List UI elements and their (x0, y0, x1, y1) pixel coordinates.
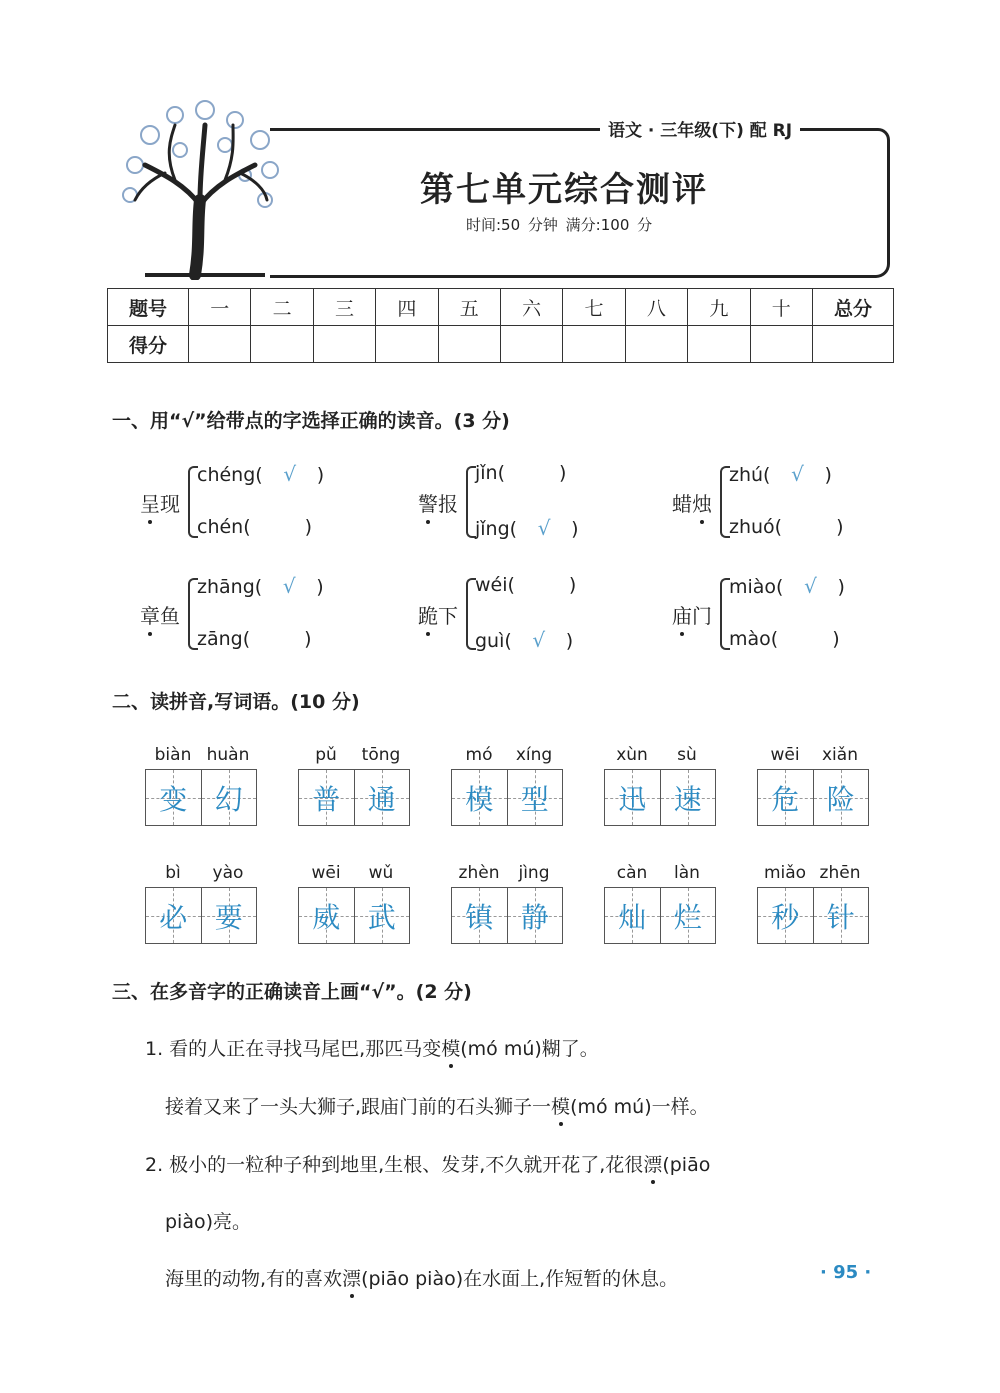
written-char: 烂 (673, 900, 702, 934)
paren-close: ) (304, 628, 312, 650)
sentence-text: 2. 极小的一粒种子种到地里,生根、发芽,不久就开花了,花很 (145, 1154, 644, 1176)
writing-cell[interactable] (354, 770, 410, 825)
test-word (672, 488, 712, 517)
dotted-char: 漂 (342, 1264, 361, 1291)
pinyin-text: zhuó( (729, 516, 783, 538)
written-char: 幻 (214, 782, 243, 816)
pinyin-label: xíng (515, 745, 553, 765)
test-word (672, 600, 712, 629)
score-input-cell[interactable] (438, 326, 500, 363)
table-cell: 九 (688, 289, 750, 326)
written-char: 秒 (771, 900, 800, 934)
writing-cell[interactable] (201, 888, 257, 943)
word-char: 报 (438, 492, 458, 516)
test-word (140, 600, 180, 629)
written-char: 危 (771, 782, 800, 816)
check-mark: √ (804, 574, 817, 598)
pinyin-label: huàn (206, 745, 250, 765)
sentence-text: (piāo (662, 1154, 711, 1176)
dotted-char: 呈 (140, 488, 160, 517)
score-input-cell[interactable] (813, 326, 894, 363)
pinyin-text: jǐn( (475, 462, 506, 484)
paren-close: ) (836, 516, 844, 538)
writing-cell[interactable] (605, 888, 660, 943)
dotted-char: 跪 (418, 600, 438, 629)
sentence-text: 1. 看的人正在寻找马尾巴,那匹马变 (145, 1038, 442, 1060)
pinyin-label: xùn (616, 745, 648, 765)
sentence-text: (mó mú)糊了。 (460, 1038, 599, 1060)
paren-close: ) (571, 518, 579, 540)
written-char: 速 (673, 782, 702, 816)
paren-close: ) (559, 462, 567, 484)
written-char: 险 (826, 782, 855, 816)
writing-cell[interactable] (813, 770, 869, 825)
sentence-line: piào)亮。 (165, 1211, 252, 1233)
table-cell: 十 (750, 289, 812, 326)
sentence-line (145, 1150, 710, 1177)
written-char: 型 (520, 782, 549, 816)
score-input-cell[interactable] (313, 326, 375, 363)
sentence-line (165, 1092, 709, 1119)
tianzige-grid (298, 887, 410, 944)
pinyin-text: zhāng( (197, 576, 263, 598)
pinyin-text: guì( (475, 630, 512, 652)
paren-close: ) (837, 576, 845, 598)
dotted-char: 烛 (692, 488, 712, 517)
pinyin-label: bì (165, 863, 181, 883)
writing-cell[interactable] (758, 770, 813, 825)
table-cell: 八 (625, 289, 687, 326)
sentence-text: 接着又来了一头大狮子,跟庙门前的石头狮子一 (165, 1096, 552, 1118)
pinyin-text: wéi( (475, 574, 515, 596)
written-char: 模 (465, 782, 494, 816)
paren-close: ) (565, 630, 574, 652)
pinyin-label: zhèn (458, 863, 500, 883)
pinyin-text: miào( (729, 576, 784, 598)
writing-cell[interactable] (452, 770, 507, 825)
check-mark: √ (537, 516, 551, 540)
pinyin-label: yào (212, 863, 244, 883)
word-char: 鱼 (160, 604, 180, 628)
pinyin-label: wǔ (368, 863, 394, 883)
test-word (140, 488, 180, 517)
written-char: 静 (520, 900, 549, 934)
table-cell: 七 (563, 289, 625, 326)
score-table (107, 288, 894, 363)
score-input-cell[interactable] (189, 326, 251, 363)
reading-option[interactable] (475, 574, 576, 596)
table-cell: 一 (189, 289, 251, 326)
check-mark: √ (282, 574, 296, 598)
check-mark: √ (532, 628, 546, 652)
pinyin-text: jǐng( (475, 518, 518, 540)
table-cell: 六 (500, 289, 562, 326)
word-char: 门 (692, 604, 712, 628)
word-char: 下 (438, 604, 458, 628)
reading-option[interactable] (197, 574, 324, 598)
written-char: 必 (159, 900, 188, 934)
written-char: 普 (312, 782, 341, 816)
reading-option[interactable] (197, 462, 324, 486)
table-cell: 得分 (108, 326, 189, 363)
score-input-cell[interactable] (688, 326, 750, 363)
score-table-score-row (108, 326, 894, 363)
table-cell: 题号 (108, 289, 189, 326)
tianzige-grid (298, 769, 410, 826)
check-mark: √ (791, 462, 804, 486)
sentence-line (145, 1034, 599, 1061)
dotted-char: 漂 (643, 1150, 662, 1177)
section-1-heading: 一、用“√”给带点的字选择正确的读音。(3 分) (112, 410, 510, 432)
table-cell: 五 (438, 289, 500, 326)
paren-close: ) (304, 516, 313, 538)
section-3-heading: 三、在多音字的正确读音上画“√”。(2 分) (112, 981, 472, 1003)
reading-option[interactable] (475, 462, 566, 484)
written-char: 通 (367, 782, 396, 816)
pinyin-label: pǔ (315, 745, 337, 765)
written-char: 针 (826, 900, 855, 934)
written-char: 灿 (618, 900, 647, 934)
reading-option[interactable] (729, 628, 840, 650)
test-word (418, 600, 458, 629)
word-char: 蜡 (672, 492, 692, 516)
paren-close: ) (824, 464, 832, 486)
pinyin-text: mào( (729, 628, 779, 650)
sentence-text: (piāo piào)在水面上,作短暂的休息。 (361, 1268, 679, 1290)
score-input-cell[interactable] (376, 326, 438, 363)
score-input-cell[interactable] (750, 326, 812, 363)
tianzige-grid (451, 887, 563, 944)
tree-logo (105, 95, 295, 280)
pinyin-label: xiǎn (822, 745, 858, 765)
page-number: · 95 · (820, 1262, 872, 1283)
tianzige-grid (757, 887, 869, 944)
word-char: 现 (160, 492, 180, 516)
test-word (418, 488, 458, 517)
pinyin-text: chén( (197, 516, 251, 538)
table-cell: 四 (376, 289, 438, 326)
writing-cell[interactable] (660, 770, 716, 825)
score-input-cell[interactable] (563, 326, 625, 363)
pinyin-label: làn (674, 863, 700, 883)
reading-option[interactable] (475, 628, 573, 652)
written-char: 要 (214, 900, 243, 934)
written-char: 镇 (465, 900, 494, 934)
writing-cell[interactable] (452, 888, 507, 943)
writing-cell[interactable] (299, 888, 354, 943)
writing-cell[interactable] (507, 888, 563, 943)
tianzige-grid (451, 769, 563, 826)
sentence-line (165, 1264, 678, 1291)
reading-option[interactable] (197, 628, 312, 650)
paren-close: ) (316, 576, 324, 598)
dotted-char: 警 (418, 488, 438, 517)
writing-cell[interactable] (660, 888, 716, 943)
tianzige-grid (757, 769, 869, 826)
pinyin-label: tōng (361, 745, 401, 765)
pinyin-text: zhú( (729, 464, 771, 486)
written-char: 武 (367, 900, 396, 934)
page-title: 第七单元综合测评 (420, 170, 708, 210)
table-cell: 总分 (813, 289, 894, 326)
paren-close: ) (568, 574, 577, 596)
pinyin-label: sù (677, 745, 697, 765)
writing-cell[interactable] (813, 888, 869, 943)
paren-close: ) (316, 464, 325, 486)
sentence-text: (mó mú)一样。 (570, 1096, 709, 1118)
writing-cell[interactable] (201, 770, 257, 825)
pinyin-text: zāng( (197, 628, 251, 650)
dotted-char: 庙 (672, 600, 692, 629)
score-table-header-row (108, 289, 894, 326)
score-input-cell[interactable] (625, 326, 687, 363)
sentence-text: 海里的动物,有的喜欢 (165, 1268, 343, 1290)
written-char: 变 (159, 782, 188, 816)
paren-close: ) (832, 628, 840, 650)
written-char: 迅 (618, 782, 647, 816)
check-mark: √ (283, 462, 297, 486)
pinyin-label: jìng (518, 863, 550, 883)
pinyin-text: chéng( (197, 464, 263, 486)
writing-cell[interactable] (146, 770, 201, 825)
tianzige-grid (145, 769, 257, 826)
writing-cell[interactable] (758, 888, 813, 943)
reading-option[interactable] (475, 516, 579, 540)
section-2-heading: 二、读拼音,写词语。(10 分) (112, 691, 360, 713)
pinyin-label: mó (465, 745, 493, 765)
writing-cell[interactable] (507, 770, 563, 825)
pinyin-label: miǎo (763, 863, 807, 883)
tianzige-grid (604, 769, 716, 826)
tianzige-grid (145, 887, 257, 944)
pinyin-label: zhēn (819, 863, 861, 883)
tianzige-grid (604, 887, 716, 944)
pinyin-label: wēi (770, 745, 800, 765)
score-input-cell[interactable] (500, 326, 562, 363)
table-cell: 三 (313, 289, 375, 326)
table-cell: 二 (251, 289, 313, 326)
reading-option[interactable] (729, 462, 832, 486)
pinyin-label: biàn (154, 745, 192, 765)
reading-option[interactable] (729, 516, 844, 538)
time-score-info: 时间:50 分钟 满分:100 分 (466, 216, 653, 234)
writing-cell[interactable] (299, 770, 354, 825)
writing-cell[interactable] (354, 888, 410, 943)
reading-option[interactable] (197, 516, 312, 538)
reading-option[interactable] (729, 574, 845, 598)
dotted-char: 模 (551, 1092, 570, 1119)
subject-label: 语文 · 三年级(下) 配 RJ (600, 116, 800, 141)
pinyin-label: wēi (311, 863, 341, 883)
score-input-cell[interactable] (251, 326, 313, 363)
written-char: 威 (312, 900, 341, 934)
dotted-char: 模 (441, 1034, 460, 1061)
writing-cell[interactable] (605, 770, 660, 825)
dotted-char: 章 (140, 600, 160, 629)
writing-cell[interactable] (146, 888, 201, 943)
pinyin-label: càn (616, 863, 648, 883)
